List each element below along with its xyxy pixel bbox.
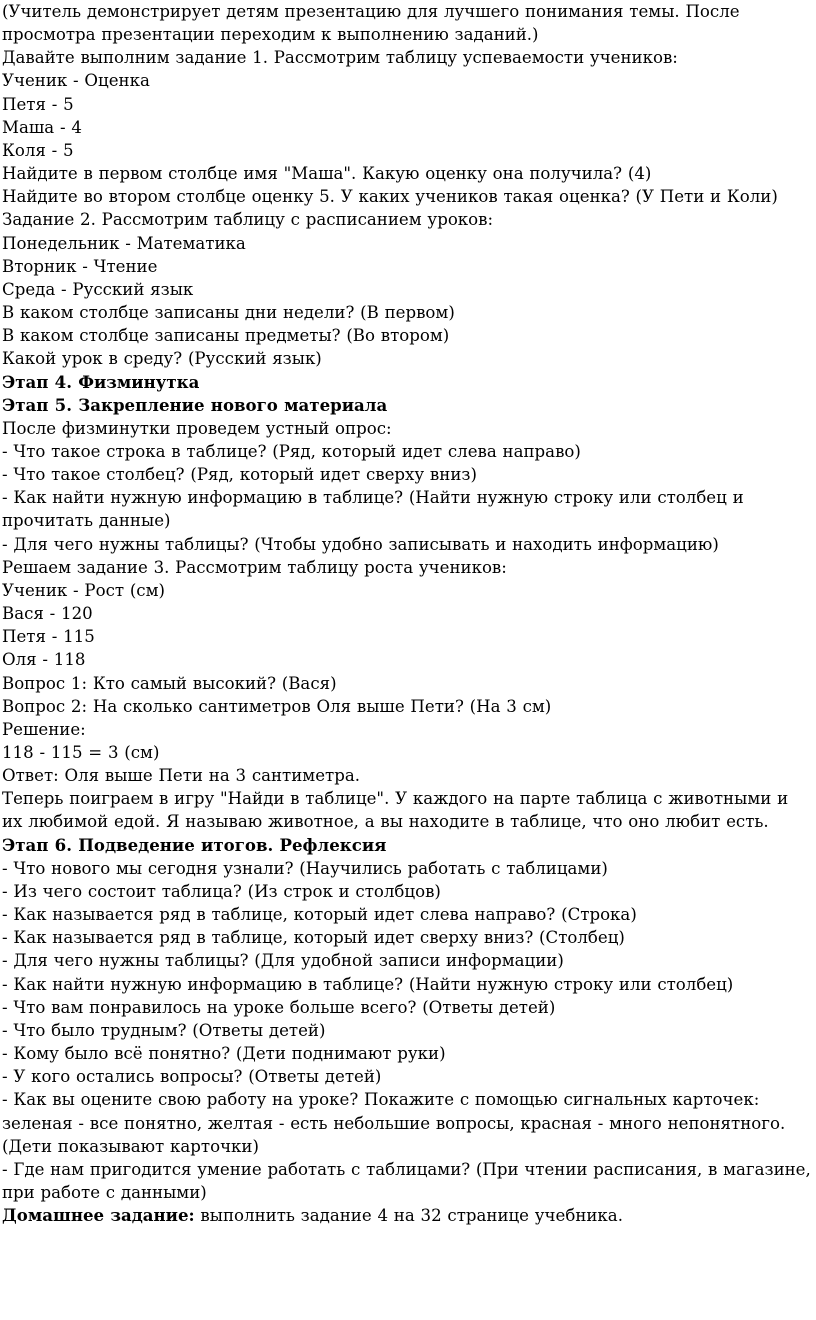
text-line: - Как найти нужную информацию в таблице? (Найти нужную строку или столбец) (2, 974, 734, 994)
text-line: Оля - 118 (2, 650, 86, 670)
text-line: - Как найти нужную информацию в таблице? (Найти нужную строку или столбец и прочитать данные) (2, 488, 744, 531)
homework-paragraph (2, 1204, 814, 1227)
text-line: - Кому было всё понятно? (Дети поднимают руки) (2, 1044, 446, 1064)
text-line: Найдите в первом столбце имя "Маша". Какую оценку она получила? (4) (2, 164, 652, 184)
text-line: (Учитель демонстрирует детям презентацию для лучшего понимания темы. После просмотра презентации переходим к выполнению заданий.) (2, 2, 740, 45)
section-heading: Этап 6. Подведение итогов. Рефлексия (2, 834, 387, 855)
text-line: Найдите во втором столбце оценку 5. У каких учеников такая оценка? (У Пети и Коли) (2, 187, 778, 207)
text-line: Решаем задание 3. Рассмотрим таблицу роста учеников: (2, 557, 507, 577)
text-line: Ученик - Рост (см) (2, 580, 165, 600)
text-line: - У кого остались вопросы? (Ответы детей) (2, 1067, 382, 1087)
text-line: Понедельник - Математика (2, 233, 246, 253)
homework-text: выполнить задание 4 на 32 странице учебника. (194, 1206, 623, 1226)
text-line: - Где нам пригодится умение работать с таблицами? (При чтении расписания, в магазине, при работе с данными) (2, 1159, 811, 1202)
section-heading: Этап 4. Физминутка (2, 371, 200, 392)
text-line: - Что такое столбец? (Ряд, который идет сверху вниз) (2, 465, 477, 485)
text-line: Задание 2. Рассмотрим таблицу с расписанием уроков: (2, 210, 494, 230)
text-line: Теперь поиграем в игру "Найди в таблице". У каждого на парте таблица с животными и их любимой едой. Я называю животное, а вы находите в таблице, что оно любит есть. (2, 789, 789, 832)
text-line: Какой урок в среду? (Русский язык) (2, 349, 322, 369)
text-line: - Как называется ряд в таблице, который идет сверху вниз? (Столбец) (2, 928, 625, 948)
text-line: Вопрос 2: На сколько сантиметров Оля выше Пети? (На 3 см) (2, 696, 552, 716)
text-line: В каком столбце записаны предметы? (Во втором) (2, 326, 450, 346)
text-line: Вопрос 1: Кто самый высокий? (Вася) (2, 673, 337, 693)
text-line: Коля - 5 (2, 140, 74, 160)
text-line: После физминутки проведем устный опрос: (2, 418, 392, 438)
text-line: - Для чего нужны таблицы? (Чтобы удобно записывать и находить информацию) (2, 534, 719, 554)
text-line: - Из чего состоит таблица? (Из строк и столбцов) (2, 881, 441, 901)
text-line: - Что нового мы сегодня узнали? (Научились работать с таблицами) (2, 858, 608, 878)
text-line: Маша - 4 (2, 117, 82, 137)
text-line: Решение: (2, 719, 86, 739)
text-line: Давайте выполним задание 1. Рассмотрим таблицу успеваемости учеников: (2, 48, 678, 68)
text-line: - Как вы оцените свою работу на уроке? Покажите с помощью сигнальных карточек: зеленая - все понятно, желтая - есть небольшие вопросы, красная - много непонятного. (Дети показывают карточки) (2, 1090, 786, 1156)
text-line: Ответ: Оля выше Пети на 3 сантиметра. (2, 766, 360, 786)
text-line: Ученик - Оценка (2, 71, 150, 91)
text-line: - Что было трудным? (Ответы детей) (2, 1020, 326, 1040)
text-line: Петя - 115 (2, 627, 95, 647)
text-line: Вася - 120 (2, 604, 93, 624)
text-line: Вторник - Чтение (2, 256, 158, 276)
text-line: В каком столбце записаны дни недели? (В первом) (2, 303, 455, 323)
text-line: - Что такое строка в таблице? (Ряд, который идет слева направо) (2, 441, 581, 461)
text-line: - Для чего нужны таблицы? (Для удобной записи информации) (2, 951, 564, 971)
text-line: Среда - Русский язык (2, 279, 194, 299)
section-heading: Этап 5. Закрепление нового материала (2, 394, 388, 415)
homework-label: Домашнее задание: (2, 1205, 195, 1226)
text-line: 118 - 115 = 3 (см) (2, 743, 160, 762)
text-line: - Что вам понравилось на уроке больше всего? (Ответы детей) (2, 997, 556, 1017)
text-line: Петя - 5 (2, 94, 74, 114)
text-line: - Как называется ряд в таблице, который идет слева направо? (Строка) (2, 905, 637, 925)
